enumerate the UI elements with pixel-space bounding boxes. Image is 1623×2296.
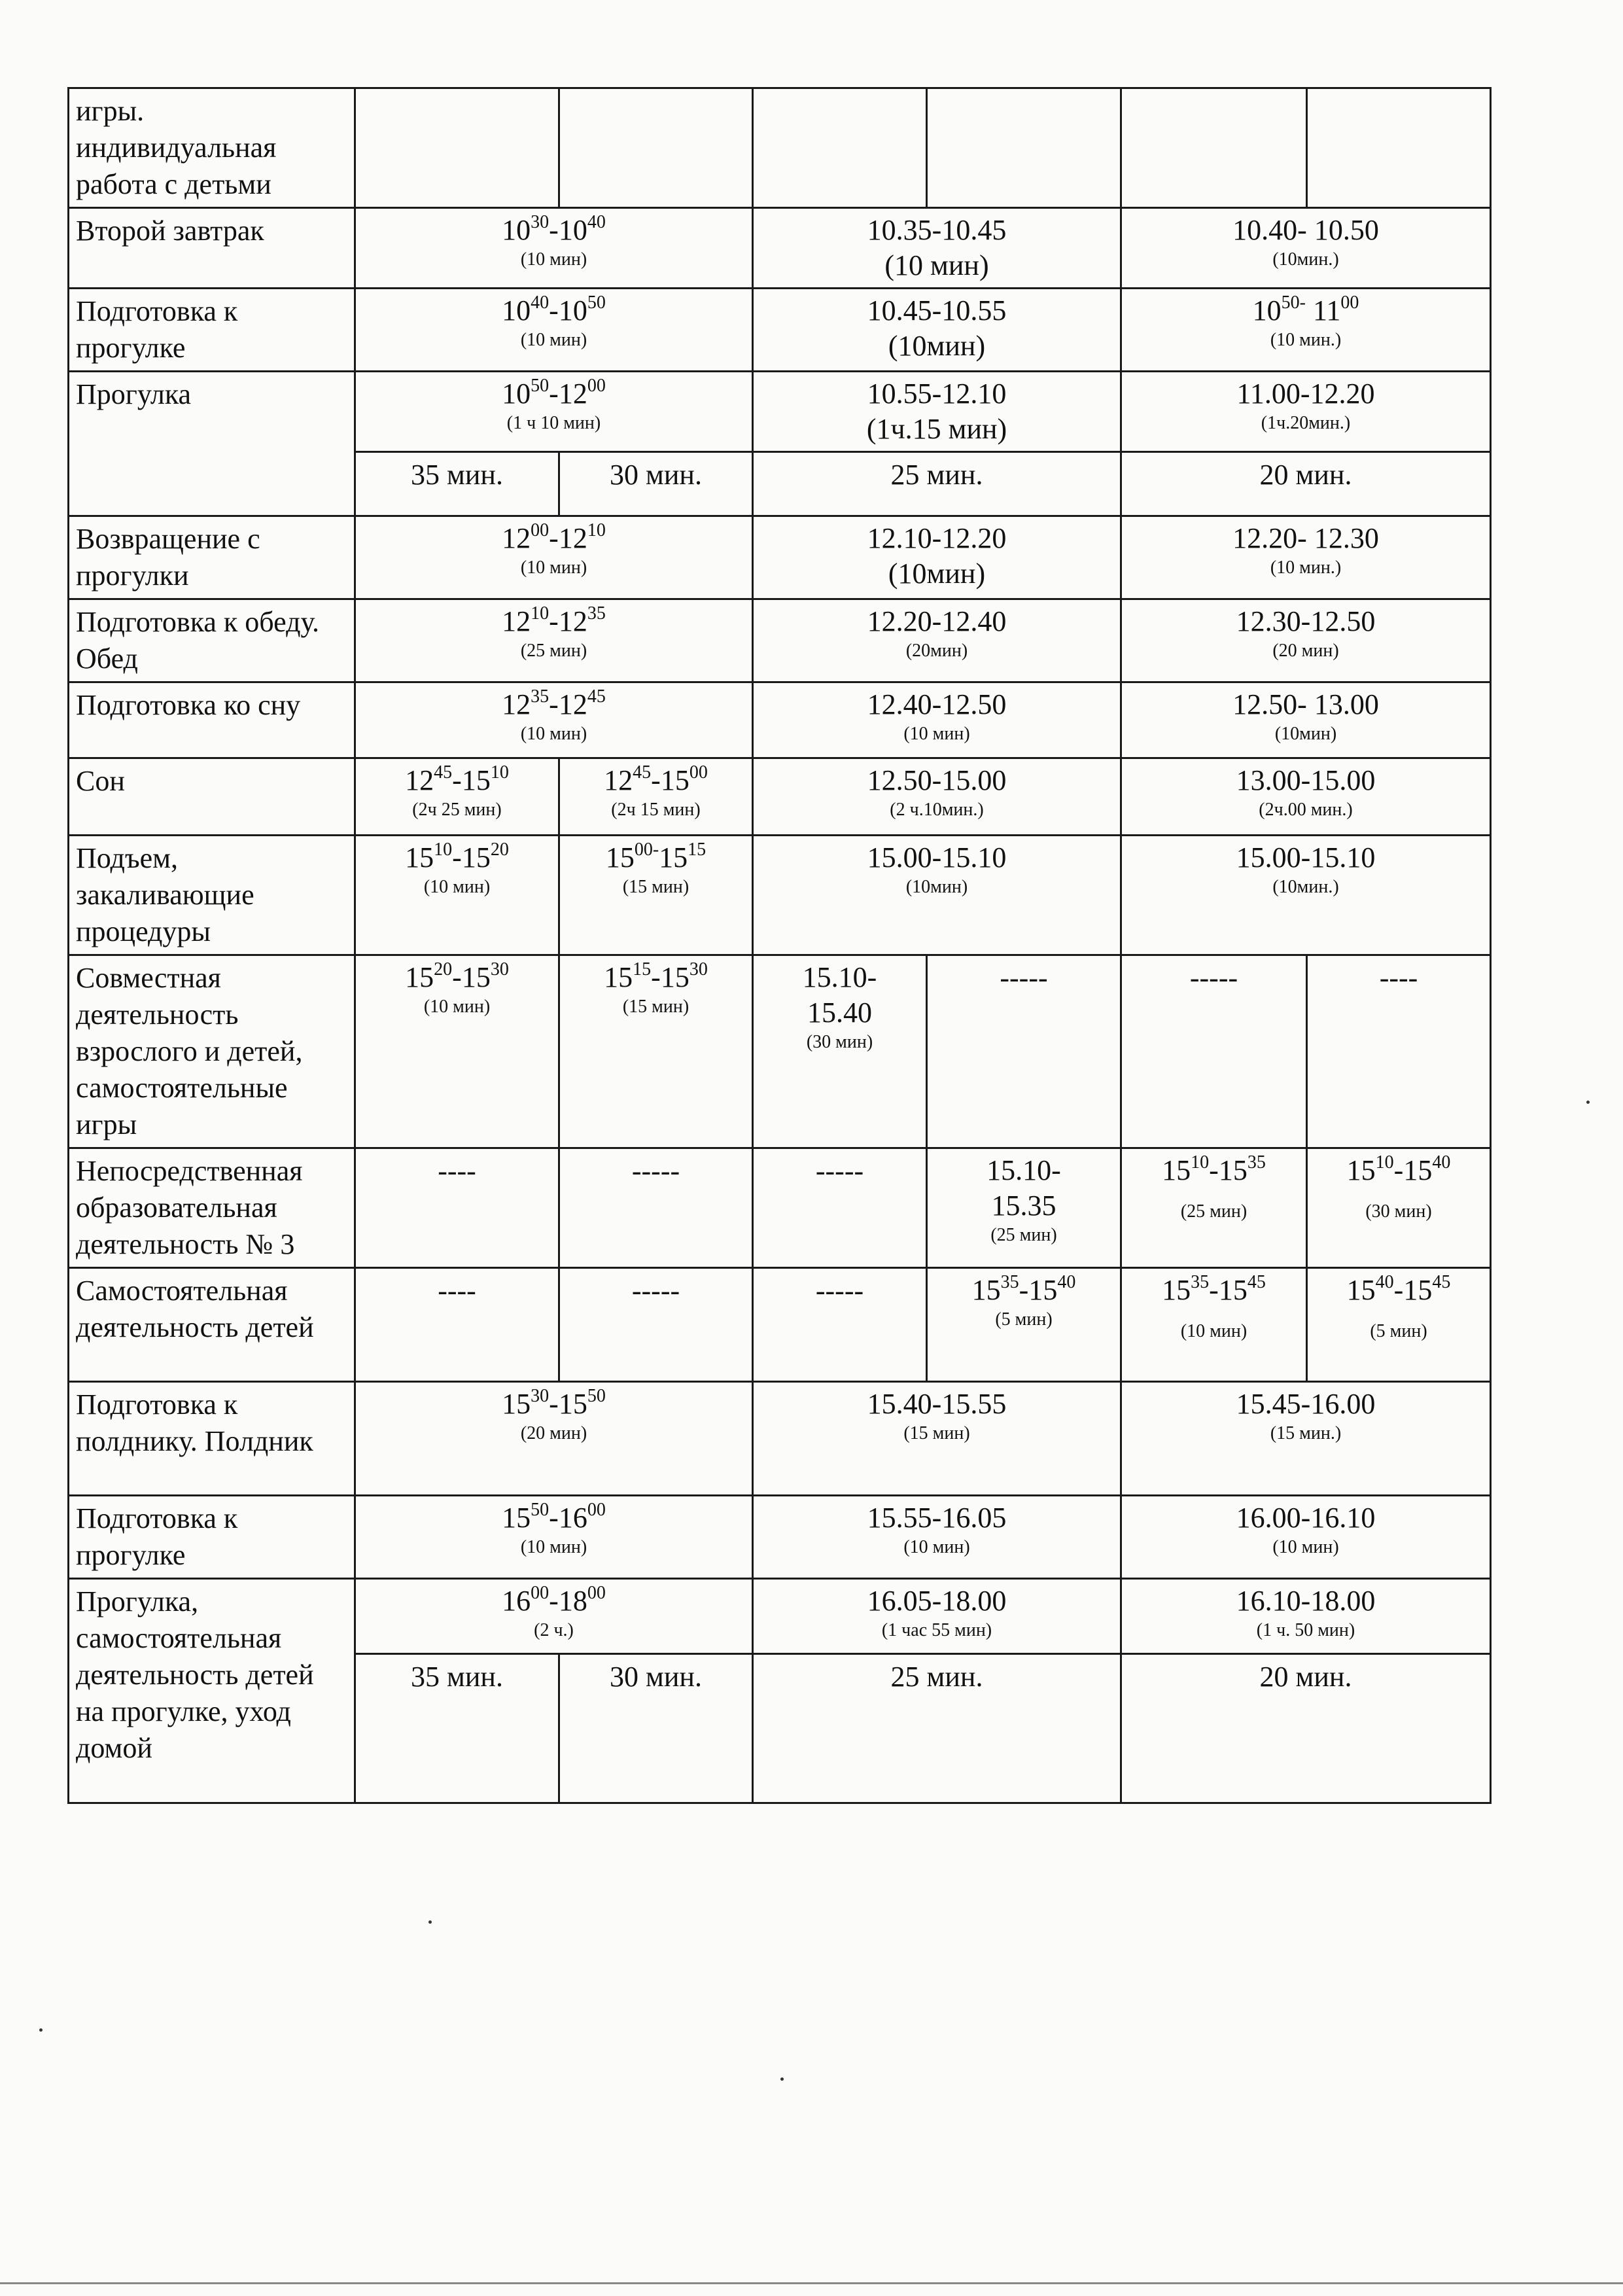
time-cell: $12^{10}-12^{35}$ (25 мин) bbox=[355, 599, 753, 682]
time-cell: $10^{50-}$ $11^{00}$ (10 мин.) bbox=[1121, 289, 1491, 372]
time-cell: $10^{30}-10^{40}$ (10 мин) bbox=[355, 208, 753, 289]
activity-label: Подготовка к прогулке bbox=[69, 1496, 355, 1579]
time-cell: 16.00-16.10 (10 мин) bbox=[1121, 1496, 1491, 1579]
table-row bbox=[69, 955, 1491, 1148]
time-cell: $15^{35}-15^{40}$ (5 мин) bbox=[927, 1268, 1121, 1382]
time-cell: $12^{35}-12^{45}$ (10 мин) bbox=[355, 682, 753, 758]
activity-label: Прогулка, самостоятельная деятельность детей на прогулке, уход домой bbox=[69, 1579, 355, 1803]
table-row bbox=[69, 599, 1491, 682]
duration-cell: 20 мин. bbox=[1121, 1654, 1491, 1803]
time-cell: $15^{50}-16^{00}$ (10 мин) bbox=[355, 1496, 753, 1579]
activity-label: Второй завтрак bbox=[69, 208, 355, 289]
time-cell: 12.10-12.20 (10мин) bbox=[753, 516, 1121, 599]
empty-cell bbox=[1121, 88, 1307, 208]
time-cell: 15.10- 15.35 (25 мин) bbox=[927, 1148, 1121, 1268]
scan-speck bbox=[428, 1920, 432, 1924]
time-cell: 16.05-18.00 (1 час 55 мин) bbox=[753, 1579, 1121, 1654]
activity-label: Подъем, закаливающие процедуры bbox=[69, 836, 355, 955]
dash-cell: ----- bbox=[559, 1268, 753, 1382]
table-row bbox=[69, 88, 1491, 208]
table-row bbox=[69, 516, 1491, 599]
time-cell: 15.00-15.10 (10мин) bbox=[753, 836, 1121, 955]
time-cell: 15.45-16.00 (15 мин.) bbox=[1121, 1382, 1491, 1496]
dash-cell: ----- bbox=[753, 1148, 927, 1268]
empty-cell bbox=[559, 88, 753, 208]
time-cell: $15^{10}-15^{20}$ (10 мин) bbox=[355, 836, 559, 955]
time-cell: 12.40-12.50 (10 мин) bbox=[753, 682, 1121, 758]
time-cell: $15^{10}-15^{35}$ (25 мин) bbox=[1121, 1148, 1307, 1268]
duration-cell: 20 мин. bbox=[1121, 452, 1491, 516]
time-cell: $15^{10}-15^{40}$ (30 мин) bbox=[1307, 1148, 1491, 1268]
scan-bottom-edge bbox=[0, 2282, 1623, 2284]
time-cell: $12^{00}-12^{10}$ (10 мин) bbox=[355, 516, 753, 599]
dash-cell: ----- bbox=[753, 1268, 927, 1382]
empty-cell bbox=[1307, 88, 1491, 208]
activity-label: Совместная деятельность взрослого и детей, самостоятельные игры bbox=[69, 955, 355, 1148]
time-cell: 12.50-15.00 (2 ч.10мин.) bbox=[753, 758, 1121, 836]
time-cell: 16.10-18.00 (1 ч. 50 мин) bbox=[1121, 1579, 1491, 1654]
table-row bbox=[69, 1579, 1491, 1654]
dash-cell: ---- bbox=[355, 1148, 559, 1268]
activity-label: игры. индивидуальная работа с детьми bbox=[69, 88, 355, 208]
time-cell: 11.00-12.20 (1ч.20мин.) bbox=[1121, 372, 1491, 452]
activity-label: Подготовка к полднику. Полдник bbox=[69, 1382, 355, 1496]
table-row bbox=[69, 208, 1491, 289]
time-cell: $10^{40}-10^{50}$ (10 мин) bbox=[355, 289, 753, 372]
duration-cell: 30 мин. bbox=[559, 452, 753, 516]
time-cell: $15^{35}-15^{45}$ (10 мин) bbox=[1121, 1268, 1307, 1382]
time-cell: 10.40- 10.50 (10мин.) bbox=[1121, 208, 1491, 289]
scan-speck bbox=[39, 2028, 43, 2032]
time-cell: 12.30-12.50 (20 мин) bbox=[1121, 599, 1491, 682]
activity-label: Подготовка к прогулке bbox=[69, 289, 355, 372]
table-row bbox=[69, 758, 1491, 836]
time-cell: 10.35-10.45 (10 мин) bbox=[753, 208, 1121, 289]
time-cell: $12^{45}-15^{00}$ (2ч 15 мин) bbox=[559, 758, 753, 836]
time-cell: 15.10- 15.40 (30 мин) bbox=[753, 955, 927, 1148]
time-cell: 13.00-15.00 (2ч.00 мин.) bbox=[1121, 758, 1491, 836]
time-cell: $15^{00-}15^{15}$ (15 мин) bbox=[559, 836, 753, 955]
daily-schedule-table bbox=[67, 87, 1492, 1804]
time-cell: $15^{30}-15^{50}$ (20 мин) bbox=[355, 1382, 753, 1496]
table-row bbox=[69, 682, 1491, 758]
time-cell: 12.20-12.40 (20мин) bbox=[753, 599, 1121, 682]
activity-label: Прогулка bbox=[69, 372, 355, 516]
duration-cell: 30 мин. bbox=[559, 1654, 753, 1803]
duration-cell: 25 мин. bbox=[753, 452, 1121, 516]
scan-speck bbox=[780, 2077, 784, 2081]
dash-cell: ----- bbox=[1121, 955, 1307, 1148]
time-cell: 12.50- 13.00 (10мин) bbox=[1121, 682, 1491, 758]
table-row bbox=[69, 289, 1491, 372]
activity-label: Подготовка к обеду. Обед bbox=[69, 599, 355, 682]
time-cell: 10.55-12.10 (1ч.15 мин) bbox=[753, 372, 1121, 452]
table-row bbox=[69, 1148, 1491, 1268]
time-cell: $15^{40}-15^{45}$ (5 мин) bbox=[1307, 1268, 1491, 1382]
dash-cell: ---- bbox=[355, 1268, 559, 1382]
table-row bbox=[69, 1382, 1491, 1496]
time-cell: 15.40-15.55 (15 мин) bbox=[753, 1382, 1121, 1496]
scan-speck bbox=[1586, 1101, 1590, 1104]
table-row bbox=[69, 372, 1491, 452]
duration-cell: 35 мин. bbox=[355, 452, 559, 516]
time-cell: 15.00-15.10 (10мин.) bbox=[1121, 836, 1491, 955]
time-cell: 10.45-10.55 (10мин) bbox=[753, 289, 1121, 372]
duration-cell: 25 мин. bbox=[753, 1654, 1121, 1803]
time-cell: $15^{20}-15^{30}$ (10 мин) bbox=[355, 955, 559, 1148]
time-cell: $10^{50}-12^{00}$ (1 ч 10 мин) bbox=[355, 372, 753, 452]
time-cell: $16^{00}-18^{00}$ (2 ч.) bbox=[355, 1579, 753, 1654]
table-row bbox=[69, 1268, 1491, 1382]
time-cell: $12^{45}-15^{10}$ (2ч 25 мин) bbox=[355, 758, 559, 836]
dash-cell: ---- bbox=[1307, 955, 1491, 1148]
activity-label: Подготовка ко сну bbox=[69, 682, 355, 758]
table-row bbox=[69, 1496, 1491, 1579]
empty-cell bbox=[753, 88, 927, 208]
empty-cell bbox=[355, 88, 559, 208]
time-cell: 12.20- 12.30 (10 мин.) bbox=[1121, 516, 1491, 599]
activity-label: Самостоятельная деятельность детей bbox=[69, 1268, 355, 1382]
table-row bbox=[69, 836, 1491, 955]
dash-cell: ----- bbox=[559, 1148, 753, 1268]
activity-label: Возвращение с прогулки bbox=[69, 516, 355, 599]
duration-cell: 35 мин. bbox=[355, 1654, 559, 1803]
time-cell: 15.55-16.05 (10 мин) bbox=[753, 1496, 1121, 1579]
dash-cell: ----- bbox=[927, 955, 1121, 1148]
activity-label: Сон bbox=[69, 758, 355, 836]
activity-label: Непосредственная образовательная деятельность № 3 bbox=[69, 1148, 355, 1268]
time-cell: $15^{15}-15^{30}$ (15 мин) bbox=[559, 955, 753, 1148]
empty-cell bbox=[927, 88, 1121, 208]
